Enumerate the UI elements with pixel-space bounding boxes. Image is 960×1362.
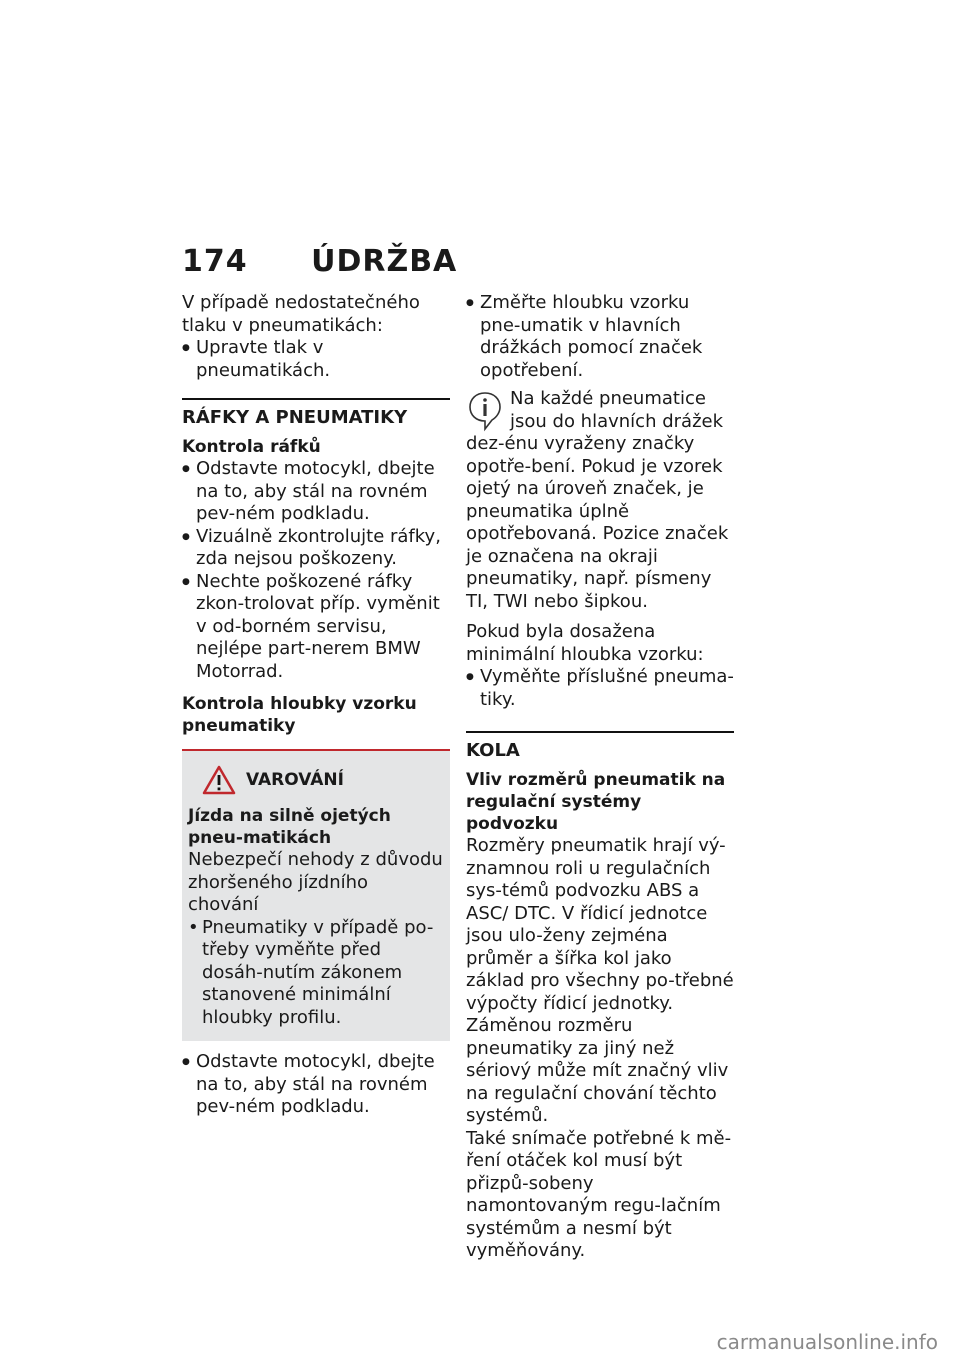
subheading-tread-check: Kontrola hloubky vzorku pneumatiky: [182, 694, 417, 736]
warning-text: Nebezpečí nehody z důvodu zhoršeného jízdního chování: [188, 849, 443, 915]
warning-header: [202, 765, 444, 795]
watermark: carmanualsonline.info: [716, 1330, 938, 1354]
list-item: ● Vizuálně zkontrolujte ráfky, zda nejsou poškozeny.: [182, 526, 450, 571]
intro-text: V případě nedostatečného tlaku v pneumatikách:: [182, 292, 420, 336]
list-item: ● Odstavte motocykl, dbejte na to, aby stál na rovném pev-ném podkladu.: [182, 458, 450, 526]
info-note: [466, 388, 734, 613]
page-header: [182, 244, 457, 279]
chapter-title: ÚDRŽBA: [311, 244, 458, 279]
list-item: ● Vyměňte příslušné pneuma-tiky.: [466, 666, 734, 711]
info-icon: [466, 390, 504, 432]
warning-heading: Jízda na silně ojetých pneu-matikách: [188, 806, 391, 848]
body-text-2: Také snímače potřebné k mě-ření otáček kol musí být přizpů-sobeny namontovaným regu-lačním systémům a nesmí být vyměňovány.: [466, 1127, 732, 1261]
warning-box: [182, 749, 450, 1041]
list-item: ● Změřte hloubku vzorku pne-umatik v hlavních drážkách pomocí značek opotřebení.: [466, 292, 734, 382]
subheading-tyre-size-influence: Vliv rozměrů pneumatik na regulační systémy podvozku: [466, 770, 726, 834]
warning-triangle-icon: [202, 765, 236, 795]
list-item: ● Odstavte motocykl, dbejte na to, aby stál na rovném pev-ném podkladu.: [182, 1051, 450, 1119]
page-number: 174: [182, 244, 248, 279]
list-item: ● Nechte poškozené ráfky zkon-trolovat příp. vyměnit v od-borném servisu, nejlépe part-nerem BMW Motorrad.: [182, 571, 450, 684]
subheading-rim-check: Kontrola ráfků: [182, 437, 321, 457]
intro-bullet: ● Upravte tlak v pneumatikách.: [182, 337, 450, 382]
right-column: [466, 292, 734, 1263]
paragraph: Pokud byla dosažena minimální hloubka vzorku:: [466, 621, 704, 665]
body-text: Rozměry pneumatik hrají vý-znamnou roli u regulačních sys-témů podvozku ABS a ASC/ DTC. V řídicí jednotce jsou ulo-ženy zejména průměr a šířka kol jako základ pro všechny po-třebné výpočty řídicí jednotky. Záměnou rozměru pneumatiky za jiný než sériový může mít značný vliv na regulační chování těchto systémů.: [466, 835, 734, 1126]
left-column: [182, 292, 450, 1119]
info-note-text: Na každé pneumatice jsou do hlavních drážek dez-énu vyraženy značky opotře-bení. Pokud je vzorek ojetý na úroveň značek, je pneumatika úplně opotřebovaná. Pozice značek je označena na okraji pneumatiky, např. písmeny TI, TWI nebo šipkou.: [466, 388, 729, 612]
section-heading-wheels: KOLA: [466, 731, 734, 763]
warning-bullet: • Pneumatiky v případě po-třeby vyměňte před dosáh-nutím zákonem stanovené minimální hloubky profilu.: [188, 917, 444, 1030]
section-heading-rims-tyres: RÁFKY A PNEUMATIKY: [182, 398, 450, 430]
warning-title: VAROVÁNÍ: [246, 770, 344, 790]
